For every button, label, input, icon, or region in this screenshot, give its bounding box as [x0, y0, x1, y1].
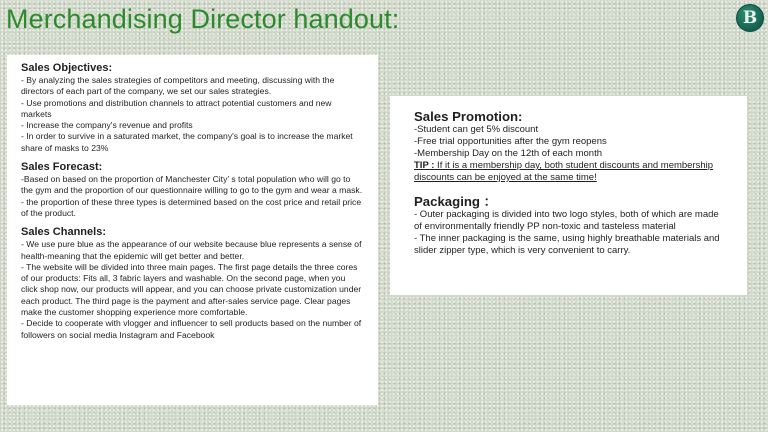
brand-logo-icon: B	[736, 4, 764, 32]
tip-note	[414, 160, 723, 184]
sales-objectives-heading: Sales Objectives:	[21, 62, 113, 74]
sales-channels-heading: Sales Channels:	[21, 226, 106, 239]
text-line: - Use promotions and distribution channels to attract potential customers and new markets	[21, 97, 332, 119]
text-line: - We use pure blue as the appearance of our website because blue represents a sense of health-meaning that the epidemic will get better and better.	[21, 239, 362, 261]
text-line: - The inner packaging is the same, using highly breathable materials and slider zipper type, which is very convenient to carry.	[414, 233, 720, 256]
text-line: - Increase the company's revenue and profits	[21, 120, 193, 131]
sales-forecast-heading: Sales Forecast:	[21, 161, 103, 174]
sales-objectives-section	[21, 62, 364, 154]
sales-forecast-section	[21, 161, 364, 219]
text-line: -Student can get 5% discount	[414, 124, 539, 135]
text-line: - the proportion of these three types is determined based on the cost price and retail price of the product.	[21, 196, 362, 218]
text-line: - In order to survive in a saturated market, the company's goal is to increase the market share of masks to 23%	[21, 131, 353, 153]
text-line: - By analyzing the sales strategies of competitors and meeting, discussing with the directors of each part of the company, we set our sales strategies.	[21, 75, 335, 97]
left-content-panel	[7, 55, 378, 405]
page-title: Merchandising Director handout:	[6, 4, 400, 34]
text-line: - Decide to cooperate with vlogger and influencer to sell products based on the number of followers on social media Instagram and Facebook	[21, 318, 362, 340]
packaging-heading: Packaging ：	[414, 194, 497, 209]
text-line: -Based on based on the proportion of Manchester City’ s total population who will go to the gym and the proportion of our questionnaire willing to go to the gym and wear a mask.	[21, 174, 363, 196]
text-line: - The website will be divided into three main pages. The first page details the three cores of our products: Fits all, 3 fabric layers and washable. On the second page, when you click shop now, our products will appear, and you can choose private customization under each product. The third page is the payment and after-sales service page. Clear pages make the customer shopping experience more comfortable.	[21, 261, 362, 318]
sales-promotion-section	[414, 109, 723, 184]
tip-text: If it is a membership day, both student discounts and membership discounts can be enjoyed at the same time!	[414, 160, 714, 183]
right-content-panel	[390, 96, 747, 295]
tip-label: TIP :	[414, 160, 435, 171]
sales-promotion-heading: Sales Promotion:	[414, 109, 523, 124]
packaging-section	[414, 194, 723, 257]
sales-channels-section	[21, 226, 364, 341]
text-line: -Free trial opportunities after the gym reopens	[414, 136, 607, 147]
text-line: -Membership Day on the 12th of each month	[414, 148, 602, 159]
text-line: - Outer packaging is divided into two logo styles, both of which are made of environmentally friendly PP non-toxic and tasteless material	[414, 209, 719, 232]
